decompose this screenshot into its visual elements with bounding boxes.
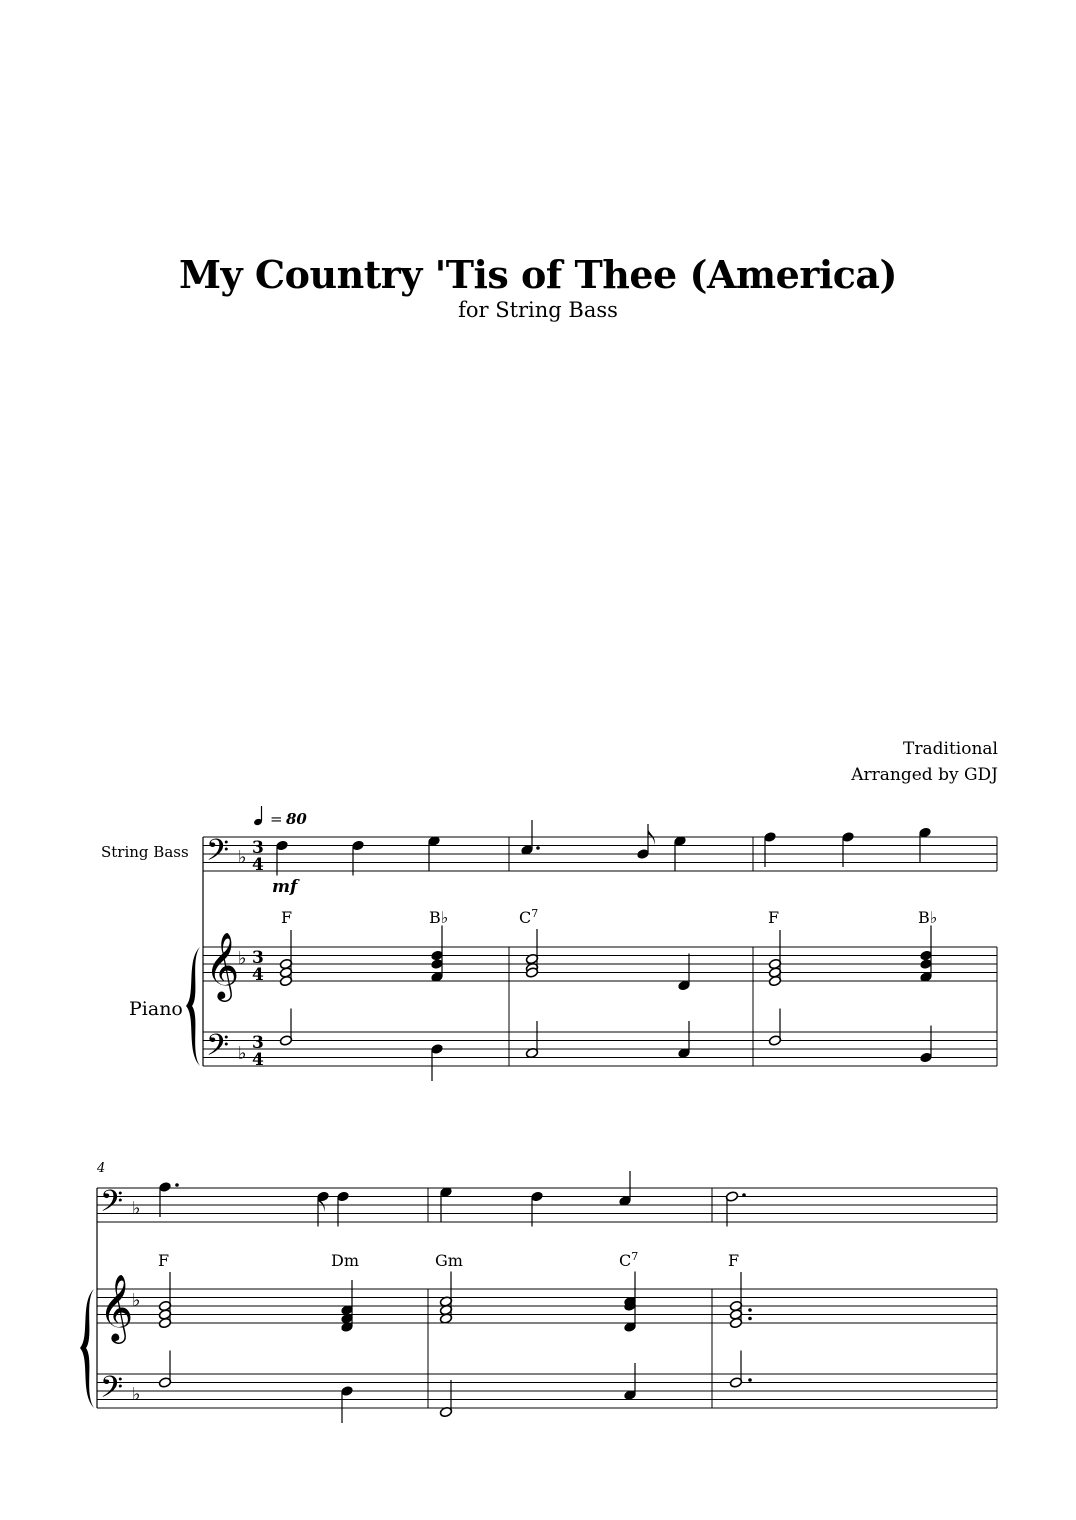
piano-treble-staff-lines-2 bbox=[97, 1289, 997, 1323]
piano-bass-staff-lines-2 bbox=[97, 1374, 997, 1408]
time-sig-unit: 4 bbox=[252, 965, 264, 985]
treble-clef-icon: 𝄞 bbox=[205, 931, 240, 999]
time-sig-beats: 3 bbox=[252, 838, 264, 858]
piano-bass-staff-lines bbox=[203, 1032, 997, 1066]
flat-icon: ♭ bbox=[238, 1043, 247, 1064]
bass-clef-icon: 𝄢 bbox=[206, 1029, 230, 1070]
score-title: My Country 'Tis of Thee (America) bbox=[178, 252, 898, 297]
chord-symbol: $C^7$ bbox=[519, 907, 539, 927]
chord-symbol: B♭ bbox=[918, 908, 938, 927]
instrument-label-bass: String Bass bbox=[101, 843, 189, 861]
instrument-label-piano: Piano bbox=[129, 998, 183, 1020]
bass-staff-lines bbox=[203, 837, 997, 871]
chord-symbol: F bbox=[768, 908, 780, 927]
chord-symbol: Gm bbox=[435, 1251, 463, 1270]
time-sig-beats: 3 bbox=[252, 948, 264, 968]
augmentation-dot bbox=[748, 1308, 752, 1312]
composer-credit: Traditional bbox=[903, 739, 998, 759]
tempo-marking bbox=[253, 806, 307, 828]
chord-symbol: Dm bbox=[331, 1251, 359, 1270]
flat-icon: ♭ bbox=[132, 1290, 141, 1311]
dynamic-marking: mf bbox=[272, 877, 298, 897]
svg-text:=: = bbox=[270, 810, 283, 828]
system-2 bbox=[97, 1188, 997, 1408]
augmentation-dot bbox=[748, 1317, 752, 1321]
arranger-credit: Arranged by GDJ bbox=[851, 765, 998, 785]
piano-brace-2 bbox=[80, 1289, 94, 1408]
bass-clef-icon: 𝄢 bbox=[100, 1371, 124, 1412]
tempo-value: 80 bbox=[286, 810, 307, 828]
time-sig-beats: 3 bbox=[252, 1033, 264, 1053]
piano-treble-staff-lines bbox=[203, 947, 997, 981]
augmentation-dot bbox=[536, 846, 540, 850]
chord-symbol: F bbox=[158, 1251, 170, 1270]
piano-brace bbox=[186, 947, 200, 1066]
bass-staff-lines-2 bbox=[97, 1188, 997, 1222]
flat-icon: ♭ bbox=[238, 847, 247, 868]
flat-icon: ♭ bbox=[132, 1198, 141, 1219]
chord-symbol: B♭ bbox=[429, 908, 449, 927]
chord-symbols bbox=[158, 907, 937, 1270]
chord-symbol: $C^7$ bbox=[619, 1250, 639, 1270]
augmentation-dot bbox=[748, 1378, 752, 1382]
score-subtitle: for String Bass bbox=[458, 298, 618, 322]
augmentation-dot bbox=[175, 1183, 179, 1187]
time-sig-unit: 4 bbox=[252, 855, 264, 875]
chord-symbol: F bbox=[728, 1251, 740, 1270]
augmentation-dot bbox=[742, 1193, 746, 1197]
bass-clef-icon: 𝄢 bbox=[206, 834, 230, 875]
flat-icon: ♭ bbox=[132, 1384, 141, 1405]
system-1 bbox=[203, 837, 997, 1066]
treble-clef-icon: 𝄞 bbox=[99, 1273, 134, 1341]
bass-clef-icon: 𝄢 bbox=[100, 1185, 124, 1226]
flat-icon: ♭ bbox=[238, 948, 247, 969]
notes-layer bbox=[158, 820, 932, 1423]
chord-symbol: F bbox=[281, 908, 293, 927]
time-sig-unit: 4 bbox=[252, 1050, 264, 1070]
measure-number: 4 bbox=[97, 1161, 106, 1176]
time-signatures bbox=[252, 838, 264, 1070]
